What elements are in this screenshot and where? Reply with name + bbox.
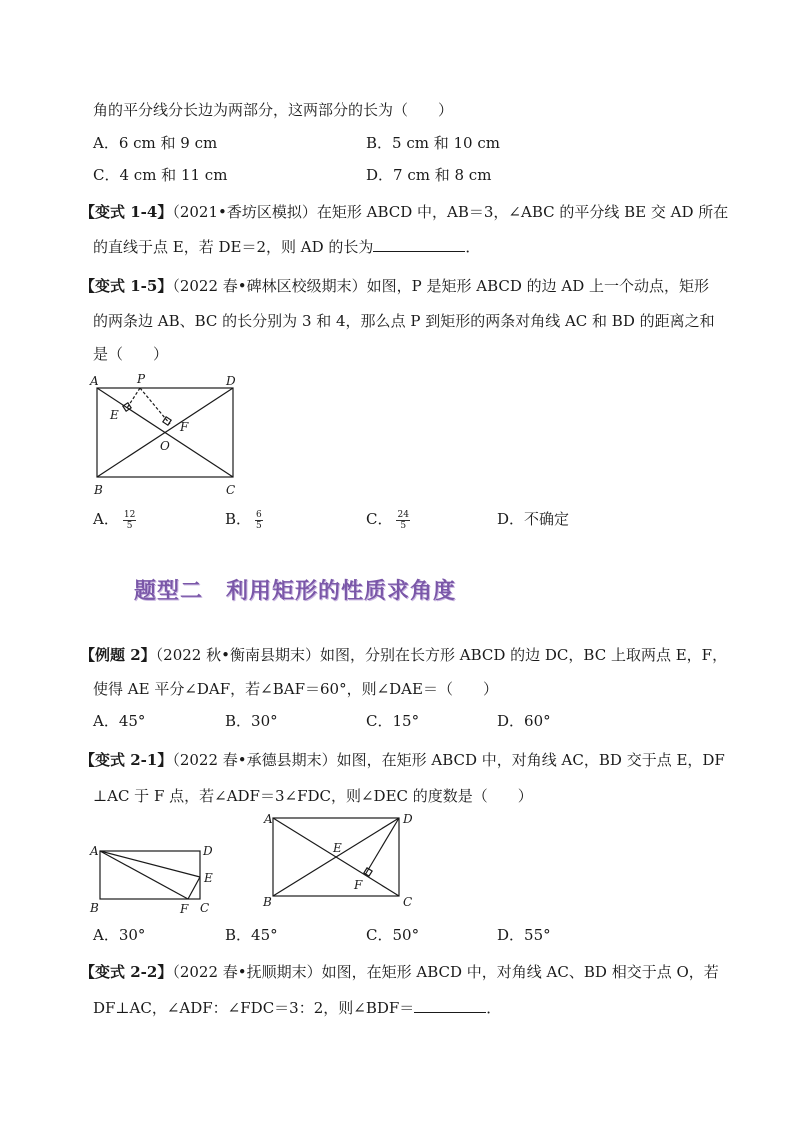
variant-1-5-line3: 是（ ） [93, 345, 169, 363]
variant-2-2-tag: 【变式 2-2】 [80, 963, 173, 981]
label-e: E [333, 841, 342, 855]
example-2-line2: 使得 AE 平分∠DAF，若∠BAF＝60°，则∠DAE＝（ ） [93, 680, 498, 698]
label-d: D [226, 374, 236, 388]
rect-abcd-small [100, 851, 200, 899]
option-d: D．60° [497, 712, 551, 730]
label-c: C [403, 895, 413, 909]
label-b: B [90, 901, 99, 915]
label-e: E [110, 408, 119, 422]
variant-2-2-line2 [93, 998, 501, 1018]
option-d-text: 不确定 [524, 510, 570, 528]
option-d-prefix: D． [497, 510, 525, 528]
variant-1-4-text2: 的直线于点 E，若 DE＝2，则 AD 的长为 [93, 238, 374, 256]
fraction-numerator: 6 [256, 509, 262, 520]
variant-2-1-text: （2022 春•承德县期末）如图，在矩形 ABCD 中，对角线 AC，BD 交于点 E，DF [172, 751, 725, 769]
variant-1-5-line2: 的两条边 AB、BC 的长分别为 3 和 4，那么点 P 到矩形的两条对角线 AC 和 BD 的距离之和 [93, 312, 715, 330]
option-b: B．30° [225, 712, 278, 730]
label-b: B [263, 895, 272, 909]
label-o: O [160, 439, 170, 453]
option-c: C．50° [366, 926, 420, 944]
figure-variant-2-1 [273, 818, 399, 896]
segment-ef [188, 877, 200, 899]
variant-1-4-end: ． [465, 238, 481, 256]
segment-ae [100, 851, 200, 877]
option-d: D．55° [497, 926, 551, 944]
fraction-denominator: 5 [126, 520, 133, 531]
fraction-numerator: 12 [123, 509, 136, 520]
option-b: B．5 cm 和 10 cm [366, 134, 500, 152]
example-2-text: （2022 秋•衡南县期末）如图，分别在长方形 ABCD 的边 DC，BC 上取两点 E，F， [155, 646, 728, 664]
label-d: D [403, 812, 413, 826]
label-f: F [180, 420, 189, 434]
fraction-denominator: 5 [400, 520, 407, 531]
section-title: 题型二 利用矩形的性质求角度 [134, 579, 457, 604]
variant-2-2-end: ． [486, 999, 502, 1017]
variant-2-2-text2: DF⊥AC，∠ADF：∠FDC＝3：2，则∠BDF＝ [93, 999, 415, 1017]
variant-1-4-text: （2021•香坊区模拟）在矩形 ABCD 中，AB＝3，∠ABC 的平分线 BE 交 AD 所在 [172, 203, 729, 221]
option-b: B．45° [225, 926, 278, 944]
option-c-prefix: C． [366, 510, 393, 528]
option-d: D．7 cm 和 8 cm [366, 166, 492, 184]
fraction-numerator: 24 [397, 509, 409, 520]
option-a: A．45° [93, 712, 146, 730]
option-b-prefix: B． [225, 510, 252, 528]
variant-2-1-line2: ⊥AC 于 F 点，若∠ADF＝3∠FDC，则∠DEC 的度数是（ ） [93, 787, 533, 805]
label-a: A [90, 374, 99, 388]
variant-1-4-tag: 【变式 1-4】 [80, 203, 173, 221]
label-f: F [180, 902, 189, 916]
answer-blank [414, 998, 486, 1013]
label-f: F [354, 878, 363, 892]
segment-af [100, 851, 188, 899]
example-2-tag: 【例题 2】 [80, 646, 156, 664]
option-a-prefix: A． [93, 510, 119, 528]
option-a: A．6 cm 和 9 cm [93, 134, 218, 152]
variant-1-5-text: （2022 春•碑林区校级期末）如图，P 是矩形 ABCD 的边 AD 上一个动点，矩形 [172, 277, 710, 295]
option-a: A．30° [93, 926, 146, 944]
label-c: C [226, 483, 236, 497]
option-c: C．15° [366, 712, 420, 730]
variant-2-1-tag: 【变式 2-1】 [80, 751, 173, 769]
variant-1-5-tag: 【变式 1-5】 [80, 277, 173, 295]
label-e: E [204, 871, 213, 885]
variant-2-2-text: （2022 春•抚顺期末）如图，在矩形 ABCD 中，对角线 AC、BD 相交于点 O，若 [172, 963, 719, 981]
label-b: B [94, 483, 103, 497]
label-a: A [90, 844, 99, 858]
fraction-denominator: 5 [256, 520, 262, 531]
label-a: A [264, 812, 273, 826]
label-p: P [137, 372, 146, 386]
variant-2-2-line1 [80, 962, 719, 982]
label-c: C [200, 901, 210, 915]
label-d: D [203, 844, 213, 858]
segment-df [365, 818, 399, 875]
option-c: C．4 cm 和 11 cm [93, 166, 228, 184]
figure-example-2 [100, 851, 200, 899]
question-text-line: 角的平分线分长边为两部分，这两部分的长为（ ） [93, 101, 454, 119]
